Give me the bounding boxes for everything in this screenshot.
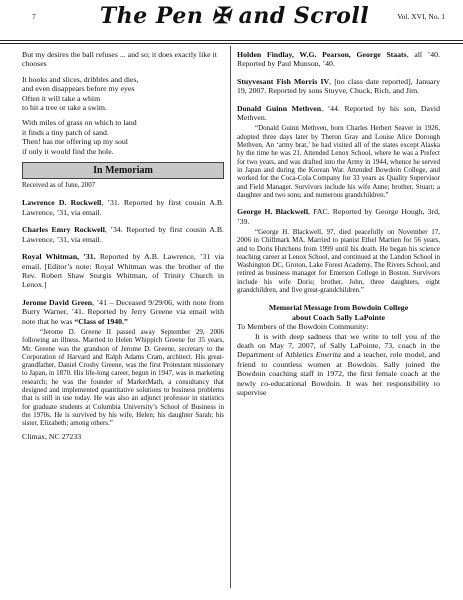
obituary-entry — [237, 207, 440, 226]
poem-stanza-3: With miles of grass on which to land it finds a tiny patch of sand. Then! has me offering up my soul if only it would find the hole. — [22, 118, 137, 156]
obituary-name: Lawrence D. Rockwell — [22, 198, 102, 208]
obituary-class-note: “Class of 1940.” — [74, 316, 128, 326]
newsletter-title: The Pen ✠ and Scroll — [99, 3, 370, 29]
in-memoriam-heading: In Memoriam — [22, 162, 224, 179]
header-rule-top — [0, 40, 463, 41]
closing-location: Climax, NC 27233 — [22, 431, 82, 441]
poem-stanza-1: But my desires the ball refuses ... and so; it does exactly like it chooses — [22, 50, 217, 69]
obituary-entry — [22, 198, 224, 217]
obituary-name: Royal Whitman, ’31. — [22, 252, 96, 262]
memorial-body-text-cont: and a teacher, role model, and friend to countless women at Bowdoin. Sally joined the Bowdoin coaching staff in 1972, the first female coach at the newly co-educational Bowdoin. It was her responsibility to supervise — [237, 350, 440, 397]
obituary-quote: “George H. Blackwell, 97, died peacefully on November 17, 2006 in Chillmark MA. Married to pianist Ethel Martien for 56 years, and to Doris Hutchens from 1999 until his death. He began his science teaching career at Lenox School, and continued at the Landon School in Washington DC, Groton, Lake Forest Academy, The Rivers School, and retired as business manager for Emerson College in Boston. Survivors include his wife Doris; brother, John, three daughters, eight grandchildren, and five great-grandchildren.” — [237, 227, 440, 294]
left-column — [22, 50, 224, 441]
obituary-entry — [22, 225, 224, 244]
obituary-name: Donald Guinn Methven — [237, 103, 322, 113]
obituary-entry — [237, 104, 440, 123]
memorial-body — [237, 332, 440, 398]
masthead — [24, 0, 445, 42]
page-number: 7 — [32, 12, 36, 21]
received-date: Received as of June, 2007 — [22, 181, 96, 190]
memorial-body-emphasis: Emerita — [315, 350, 341, 360]
obituary-text: Reported by A.B. Lawrence, ’31 via email. [Editor’s note: Royal Whitman was the brother of the Rev. Robert Shaw Sturgis Whitman, of Trinity Church in Lenox.] — [22, 252, 224, 290]
obituary-text: , ’34. Reported by first cousin A.B. Lawrence, ’31, via email. — [22, 225, 224, 244]
obituary-quote: “Jerome D. Greene II passed away September 29, 2006 following an illness. Married to Helen Whippich Greene for 35 years, Mr. Greene was the grandson of Jerome D. Greene, secretary to the Corporation of Harvard and Ralph Adams Cram, architect. His great-grandfather, Daniel Crosby Greene, was the first Protestant missionary to Japan, in 1870. His life-long career, begun in 1947, was in marketing research; he was the founder of MarketMath, a consultancy that designed and implemented quantitative solutions to business problems that is still in use today. He was also an adjunct professor in statistics for graduate students at Columbia University’s School of Business in the 1970s. He is survived by his wife, Helen; his daughter Sarah; his sister, Elizabeth; among others.” — [22, 327, 224, 428]
obituary-text: , [no class date reported], January 19, 2007. Reported by sons Stuyve, Chuck, Rich, and Jim. — [237, 76, 441, 96]
obituary-entry — [237, 77, 440, 96]
obituary-text: , ’41 – Deceased 9/29/06, with note from Burry Warner, ’41. Reported by Jerry Greene via email with note that he was — [22, 297, 224, 326]
memorial-title: Memorial Message from Bowdoin College — [268, 303, 409, 313]
right-column — [237, 50, 440, 397]
volume-issue: Vol. XVI, No. 1 — [397, 12, 445, 21]
obituary-name: Stuyvesant Fish Morris IV — [237, 76, 330, 86]
obituary-name: George H. Blackwell — [237, 207, 309, 217]
obituary-text: , all ’40. Reported by Paul Munson, ’40. — [237, 50, 441, 69]
memorial-salutation: To Members of the Bowdoin Community: — [237, 322, 369, 332]
header-rule-bottom — [0, 43, 463, 44]
memorial-subtitle: about Coach Sally LaPointe — [292, 312, 385, 322]
column-divider — [230, 46, 231, 588]
obituary-text: , ’44. Reported by his son, David Methven. — [237, 103, 440, 123]
obituary-quote: “Donald Guinn Methven, born Charles Herbert Seaver in 1926, adopted three days later by Theron Gray and Louise Alice Dorough Methven. An ‘army brat,’ he had visited all of the states except Alaska by the time he was 21. Attended Lenox School, where he was a Prefect for two years, and was drafted into the Army in 1944, whence he served in Japan and during the Korean War. Attended Bowdoin College, and worked for the Coca-Cola Company for 33 years as Quality Supervisor and Field Manager. Survivors include his wife Anne; brother, Stuart; a daughter and two sons; and numerous grandchildren.” — [237, 124, 440, 199]
obituary-name: Jerome David Green — [22, 297, 93, 307]
poem-stanza-2: It hooks and slices, dribbles and dies, and even disappears before my eyes Often it will take a whim to hit a tree or take a swim. — [22, 74, 139, 113]
memorial-body-text: It is with deep sadness that we write to tell you of the death on May 7, 2007, of Sally LaPointe, 73, coach in the Department of Athletics — [237, 331, 440, 360]
obituary-entry — [22, 252, 224, 290]
obituary-entry — [237, 50, 440, 69]
obituary-name: Charles Emry Rockwell — [22, 225, 105, 235]
obituary-entry — [22, 298, 224, 326]
obituary-text: , FAC. Reported by George Hough, 3rd, ’39. — [237, 207, 440, 226]
obituary-text: , ’31. Reported by first cousin A.B. Lawrence, ’31, via email. — [22, 198, 224, 217]
obituary-name: Holden Findlay, W.G. Pearson, George Staats — [237, 50, 407, 59]
